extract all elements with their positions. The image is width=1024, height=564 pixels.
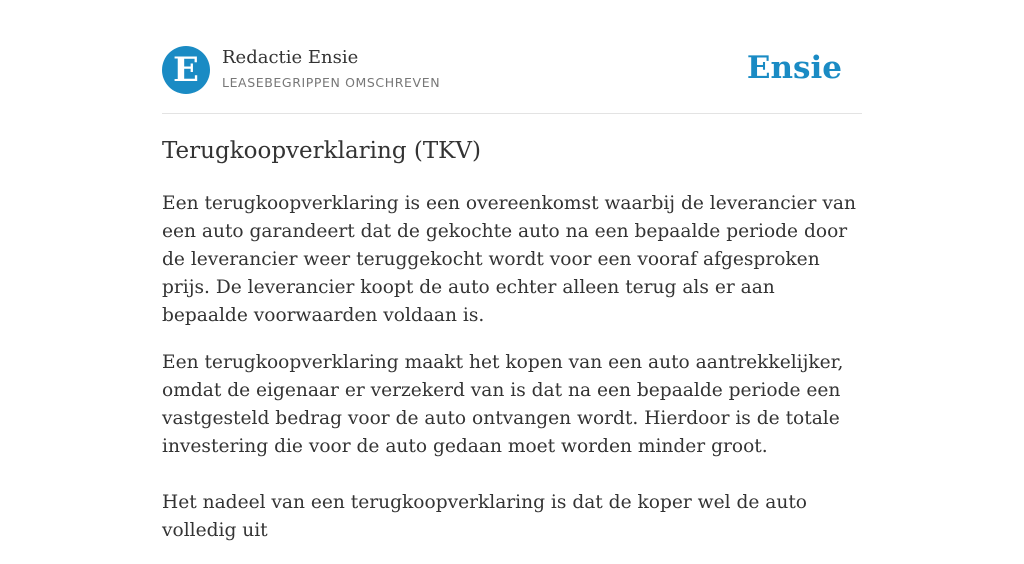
category-label[interactable]: LEASEBEGRIPPEN OMSCHREVEN bbox=[222, 75, 441, 90]
header-divider bbox=[162, 113, 862, 114]
brand-logo[interactable]: Ensie bbox=[746, 50, 842, 86]
article-body bbox=[162, 190, 862, 564]
article-header bbox=[162, 46, 862, 96]
author-name[interactable]: Redactie Ensie bbox=[222, 47, 359, 68]
article-paragraph: Een terugkoopverklaring maakt het kopen van een auto aantrekkelijker, omdat de eigenaar er verzekerd van is dat na een bepaalde periode een vastgesteld bedrag voor de auto ontvangen wordt. Hierdoor is de totale investering die voor de auto gedaan moet worden minder groot. bbox=[162, 352, 844, 457]
ensie-logo-avatar[interactable]: E bbox=[162, 46, 210, 94]
article-paragraph: Een terugkoopverklaring is een overeenkomst waarbij de leverancier van een auto garandeert dat de gekochte auto na een bepaalde periode door de leverancier weer teruggekocht wordt voor een vooraf afgesproken prijs. De leverancier koopt de auto echter alleen terug als er aan bepaalde voorwaarden voldaan is. bbox=[162, 193, 856, 326]
article-paragraph: Het nadeel van een terugkoopverklaring is dat de koper wel de auto volledig uit bbox=[162, 492, 807, 541]
article-title: Terugkoopverklaring (TKV) bbox=[162, 138, 481, 164]
